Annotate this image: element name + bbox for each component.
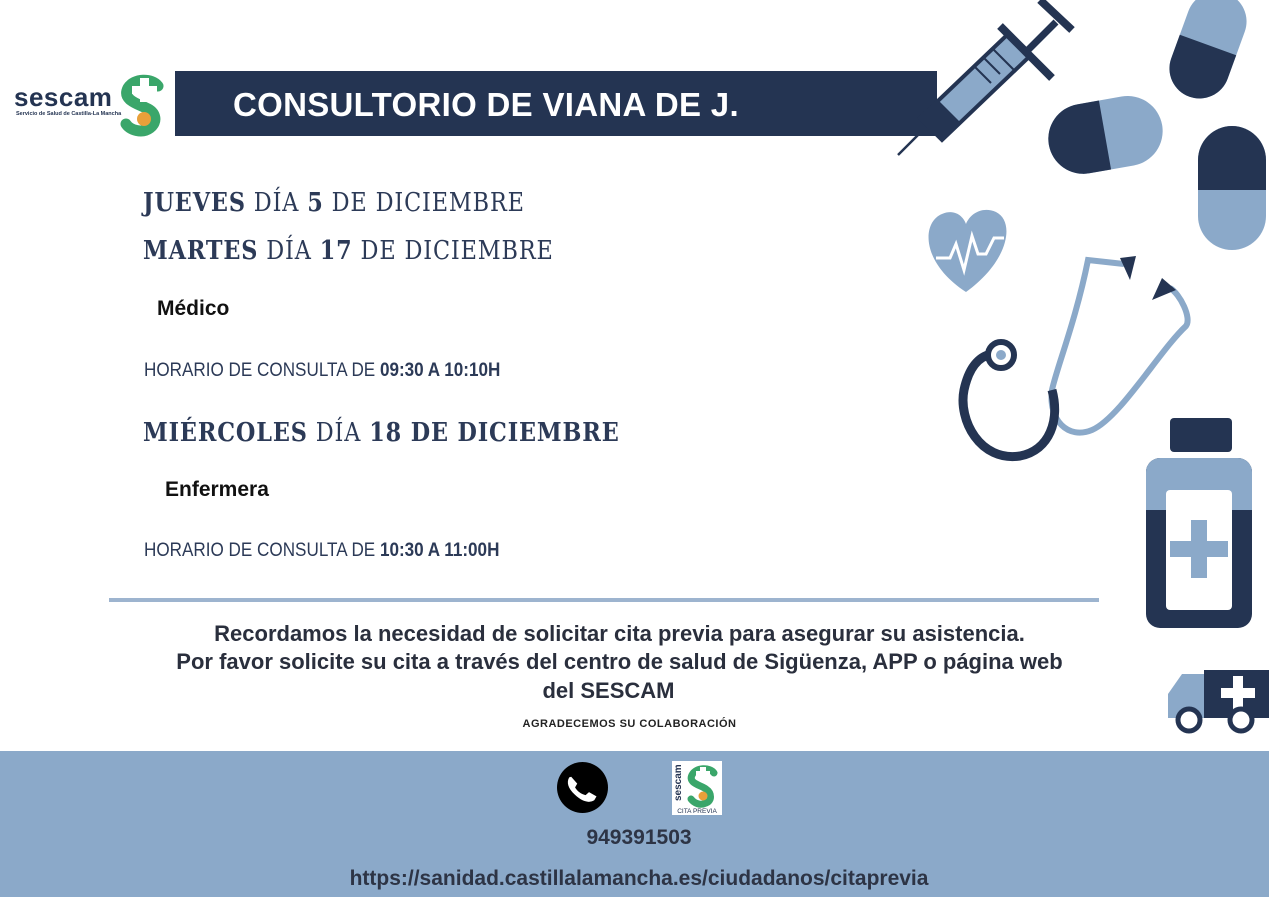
hours-line-2 (144, 540, 499, 562)
date2-num: 17 (319, 236, 353, 266)
date2-day: MARTES (143, 236, 259, 266)
date-line-2 (143, 236, 554, 266)
website-link[interactable]: https://sanidad.castillalamancha.es/ciudadanos/citaprevia (349, 867, 929, 890)
hours2-label: HORARIO DE CONSULTA DE (144, 540, 376, 561)
sescam-logo-subtitle: Servicio de Salud de Castilla-La Mancha (16, 111, 122, 117)
phone-icon (557, 762, 608, 813)
date-line-1 (143, 188, 525, 218)
cita-previa-label: CITA PREVIA (677, 808, 717, 815)
date2-rest: DE DICIEMBRE (360, 236, 554, 266)
role-enfermera: Enfermera (165, 478, 269, 501)
cita-logo-word: sescam (673, 764, 684, 801)
date1-day: JUEVES (143, 188, 246, 218)
phone-number: 949391503 (586, 826, 692, 849)
hours2-time: 10:30 A 11:00H (379, 540, 500, 561)
footer-bar (0, 751, 1269, 897)
cita-previa-logo (672, 761, 722, 815)
stethoscope-icon (963, 256, 1188, 457)
date1-dia: DÍA (253, 188, 300, 218)
date2-dia: DÍA (266, 236, 312, 266)
title-bar (175, 71, 937, 136)
date-line-3 (143, 418, 620, 448)
page-title: CONSULTORIO DE VIANA DE J. (233, 86, 739, 123)
thanks-text: AGRADECEMOS SU COLABORACIÓN (522, 718, 737, 730)
date3-day: MIÉRCOLES (143, 418, 308, 448)
date1-num: 5 (307, 188, 324, 218)
medical-decoration (880, 0, 1269, 740)
notice-line-3: del SESCAM (542, 678, 675, 703)
pill-icon (1043, 0, 1266, 250)
date1-rest: DE DICIEMBRE (331, 188, 525, 218)
hours1-label: HORARIO DE CONSULTA DE (144, 360, 376, 381)
role-medico: Médico (157, 297, 230, 320)
date3-rest: 18 DE DICIEMBRE (369, 418, 620, 448)
hours1-time: 09:30 A 10:10H (379, 360, 501, 381)
syringe-icon (898, 0, 1072, 155)
notice-line-2: Por favor solicite su cita a través del centro de salud de Sigüenza, APP o página web (176, 649, 1063, 674)
heart-pulse-icon (929, 210, 1007, 292)
medicine-bottle-icon (1146, 418, 1252, 628)
hours-line-1 (144, 360, 500, 382)
sescam-logo-text: sescam (14, 82, 113, 112)
notice-line-1: Recordamos la necesidad de solicitar cita previa para asegurar su asistencia. (214, 621, 1025, 646)
ambulance-icon (1168, 670, 1269, 731)
date3-dia: DÍA (315, 418, 362, 448)
sescam-logo-icon (118, 72, 168, 138)
